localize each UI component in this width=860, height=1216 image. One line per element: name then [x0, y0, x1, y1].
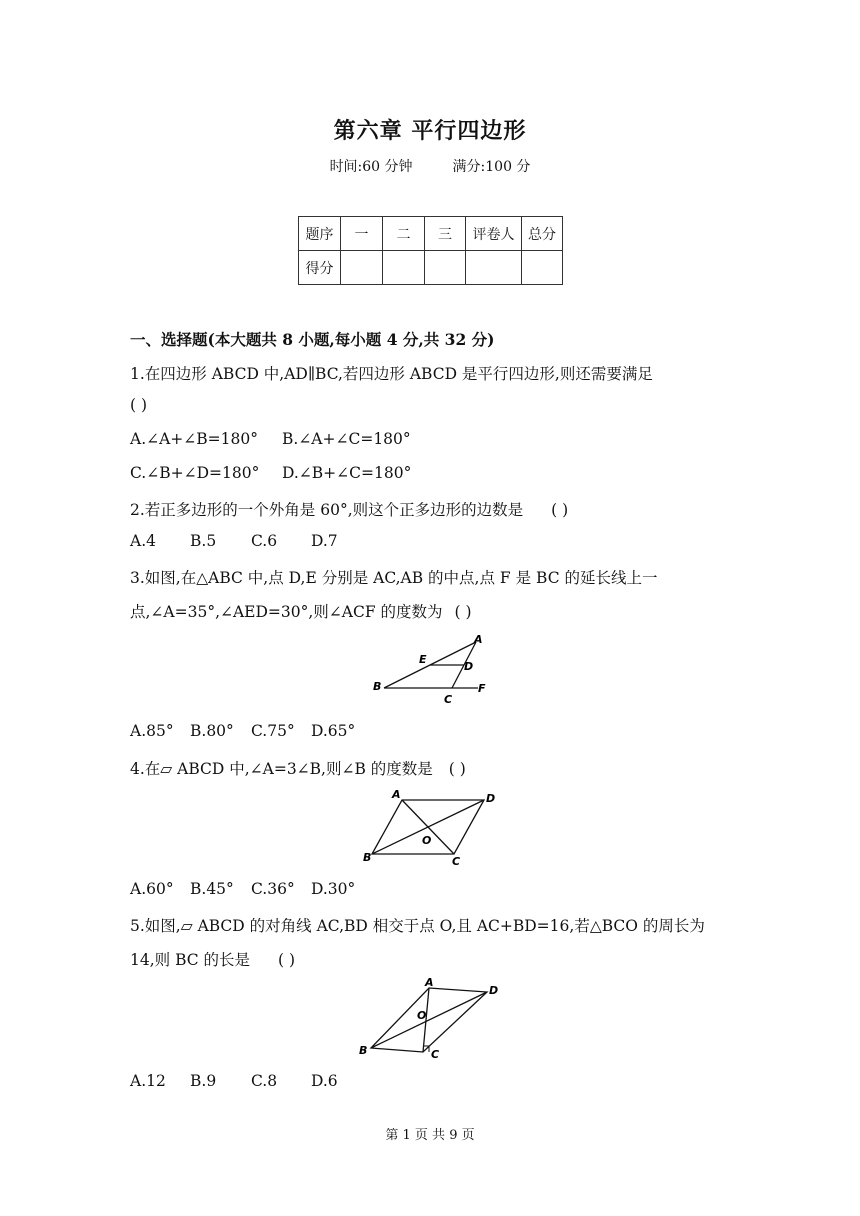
q1-bracket: ( ) [130, 396, 148, 414]
q3-option-d: D.65° [311, 722, 356, 740]
q5-option-c: C.8 [251, 1072, 278, 1090]
q2-options [130, 532, 338, 550]
score-header-cell: 评卷人 [466, 217, 522, 251]
q5-label-d: D [489, 984, 499, 997]
q3-option-b: B.80° [190, 722, 234, 740]
q5-label-o: O [417, 1009, 427, 1022]
page-title: 第六章 平行四边形 [333, 118, 527, 144]
score-header-cell: 三 [425, 217, 466, 251]
q3-label-e: E [419, 653, 427, 666]
q2-option-b: B.5 [190, 532, 217, 550]
q1-stem-rest: ABCD 中,AD∥BC,若四边形 ABCD 是平行四边形,则还需要满足 [211, 365, 653, 383]
q5-option-a: A.12 [130, 1072, 166, 1090]
q3-label-d: D [464, 660, 474, 673]
q1-options-row1 [130, 430, 411, 448]
q5-stem-line1: 5.如图,▱ ABCD 的对角线 AC,BD 相交于点 O,且 AC+BD=16,若△BCO 的周长为 [130, 917, 705, 935]
score-input-cell [466, 251, 522, 285]
q1-stem [130, 362, 653, 384]
q3-label-f: F [478, 682, 486, 695]
score-input-cell [425, 251, 466, 285]
q3-label-c: C [444, 693, 453, 706]
q2-stem: 2.若正多边形的一个外角是 60°,则这个正多边形的边数是 [130, 501, 524, 519]
q2-stem-line [130, 498, 568, 520]
q5-options [130, 1072, 338, 1090]
score-input-cell [383, 251, 425, 285]
q2-option-d: D.7 [311, 532, 338, 550]
q4-parallelogram-figure [360, 786, 510, 868]
q5-stem: 14,则 BC 的长是 [130, 951, 251, 969]
q3-label-b: B [373, 680, 382, 693]
page-footer: 第 1 页 共 9 页 [385, 1128, 475, 1143]
q1-stem-prefix: 1.在四边形 [130, 365, 212, 383]
score-header-cell: 二 [383, 217, 425, 251]
q4-stem-line [130, 757, 466, 779]
q3-option-a: A.85° [130, 722, 174, 740]
q3-triangle-figure [370, 630, 500, 710]
q3-stem-line1: 3.如图,在△ABC 中,点 D,E 分别是 AC,AB 的中点,点 F 是 BC 的延长线上一 [130, 569, 658, 587]
q1-option-a: A.∠A+∠B=180° [130, 430, 258, 448]
q4-label-c: C [452, 855, 461, 868]
q5-stem-line2 [130, 948, 295, 970]
q5-parallelogram-figure [355, 976, 505, 1064]
q4-option-b: B.45° [190, 880, 234, 898]
score-table-score-row [299, 251, 563, 285]
q4-option-c: C.36° [251, 880, 295, 898]
score-header-cell: 一 [341, 217, 383, 251]
q1-options-row2 [130, 464, 411, 482]
q2-option-a: A.4 [130, 532, 156, 550]
score-table-header-row [299, 217, 563, 251]
q3-option-c: C.75° [251, 722, 295, 740]
time-limit: 时间:60 分钟 [329, 159, 413, 175]
q3-stem: 点,∠A=35°,∠AED=30°,则∠ACF 的度数为 [130, 603, 443, 621]
q2-option-c: C.6 [251, 532, 278, 550]
q3-label-a: A [474, 633, 483, 646]
full-score: 满分:100 分 [452, 159, 531, 175]
q3-bracket: ( ) [454, 603, 472, 621]
score-row-label: 得分 [299, 251, 341, 285]
q5-option-b: B.9 [190, 1072, 217, 1090]
q5-label-c: C [431, 1048, 440, 1061]
score-header-cell: 总分 [522, 217, 563, 251]
q4-label-d: D [486, 792, 496, 805]
q4-bracket: ( ) [448, 760, 466, 778]
q3-options [130, 722, 355, 740]
exam-info [0, 156, 860, 176]
q3-stem-line2 [130, 600, 472, 622]
q1-option-b: B.∠A+∠C=180° [282, 430, 411, 448]
q5-label-b: B [359, 1044, 368, 1057]
q4-label-b: B [363, 851, 372, 864]
score-input-cell [341, 251, 383, 285]
q4-label-o: O [422, 834, 432, 847]
q2-bracket: ( ) [551, 501, 569, 519]
q5-bracket: ( ) [278, 951, 296, 969]
score-table [298, 216, 563, 285]
q1-option-d: D.∠B+∠C=180° [282, 464, 412, 482]
q4-options [130, 880, 355, 898]
q4-option-d: D.30° [311, 880, 356, 898]
q4-option-a: A.60° [130, 880, 174, 898]
section-heading: 一、选择题(本大题共 8 小题,每小题 4 分,共 32 分) [130, 330, 495, 349]
score-header-cell: 题序 [299, 217, 341, 251]
q4-stem: 4.在▱ ABCD 中,∠A=3∠B,则∠B 的度数是 [130, 760, 433, 778]
score-input-cell [522, 251, 563, 285]
q5-option-d: D.6 [311, 1072, 338, 1090]
q4-label-a: A [392, 788, 401, 801]
q5-label-a: A [425, 976, 434, 989]
q1-option-c: C.∠B+∠D=180° [130, 464, 260, 482]
